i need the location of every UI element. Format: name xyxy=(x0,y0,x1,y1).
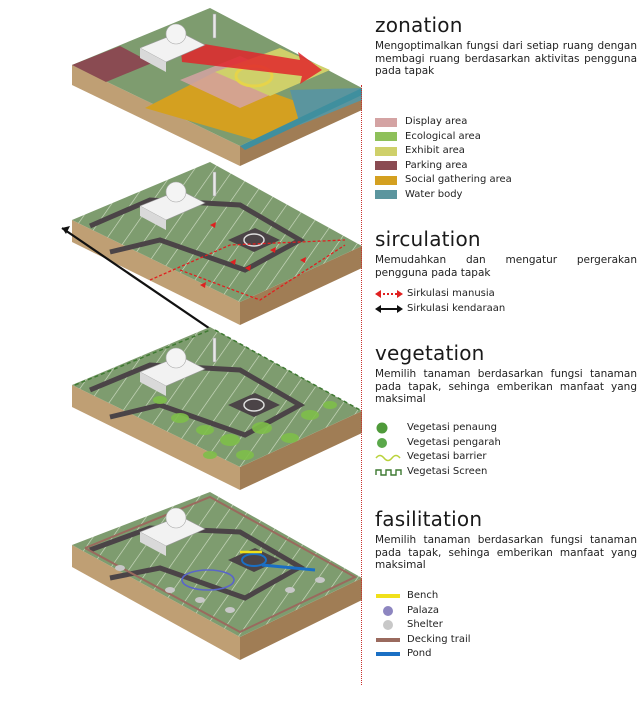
social-gathering-swatch xyxy=(375,176,397,185)
vegetation-legend xyxy=(375,421,501,479)
wavy-line-icon xyxy=(375,451,403,463)
legend-item-decking-trail: Decking trail xyxy=(375,633,471,648)
section-description: Memilih tanaman berdasarkan fungsi tanaman pada tapak, sehinga emberikan manfaat yang maksimal xyxy=(375,368,637,405)
dotted-red-arrow-icon xyxy=(375,288,403,300)
brown-bar-icon xyxy=(375,634,403,646)
legend-item-parking-area: Parking area xyxy=(375,159,512,174)
legend-item-shade-tree: Vegetasi penaung xyxy=(375,421,501,436)
legend-item-water-body: Water body xyxy=(375,188,512,203)
legend-item-exhibit-area: Exhibit area xyxy=(375,144,512,159)
legend-item-social-gathering-area: Social gathering area xyxy=(375,173,512,188)
legend-item-bench: Bench xyxy=(375,589,471,604)
yellow-bar-icon xyxy=(375,590,403,602)
exhibit-area-swatch xyxy=(375,147,397,156)
parking-area-swatch xyxy=(375,161,397,170)
facilitation-section xyxy=(375,508,637,572)
circulation-site-block xyxy=(62,162,362,356)
circulation-legend xyxy=(375,287,505,316)
blue-bar-icon xyxy=(375,648,403,660)
facilitation-site-block xyxy=(72,492,362,660)
section-divider-line xyxy=(361,85,362,685)
small-tree-dot-icon xyxy=(375,437,403,449)
legend-item-vehicle-circulation: Sirkulasi kendaraan xyxy=(375,302,505,317)
purple-dot-icon xyxy=(375,605,403,617)
legend-item-ecological-area: Ecological area xyxy=(375,130,512,145)
water-body-swatch xyxy=(375,190,397,199)
display-area-swatch xyxy=(375,118,397,127)
section-description: Memudahkan dan mengatur pergerakan pengguna pada tapak xyxy=(375,254,637,279)
ecological-area-swatch xyxy=(375,132,397,141)
section-title: fasilitation xyxy=(375,507,483,531)
vegetation-section xyxy=(375,342,637,406)
legend-item-barrier: Vegetasi barrier xyxy=(375,450,501,465)
circulation-section xyxy=(375,228,637,279)
large-tree-dot-icon xyxy=(375,422,403,434)
zonation-section xyxy=(375,14,637,78)
legend-item-plaza: Palaza xyxy=(375,604,471,619)
legend-item-pond: Pond xyxy=(375,647,471,662)
legend-item-screen: Vegetasi Screen xyxy=(375,465,501,480)
legend-item-display-area: Display area xyxy=(375,115,512,130)
section-title: sirculation xyxy=(375,227,481,251)
grey-dot-icon xyxy=(375,619,403,631)
black-double-arrow-icon xyxy=(375,303,403,315)
square-wave-icon xyxy=(375,466,403,478)
legend-item-directing-tree: Vegetasi pengarah xyxy=(375,436,501,451)
zonation-legend xyxy=(375,115,512,202)
zonation-site-block xyxy=(72,8,362,166)
vegetation-site-block xyxy=(72,327,362,490)
facilitation-legend xyxy=(375,589,471,662)
section-description: Mengoptimalkan fungsi dari setiap ruang dengan membagi ruang berdasarkan aktivitas pengguna pada tapak xyxy=(375,40,637,77)
section-title: zonation xyxy=(375,13,463,37)
legend-item-human-circulation: Sirkulasi manusia xyxy=(375,287,505,302)
section-title: vegetation xyxy=(375,341,485,365)
legend-item-shelter: Shelter xyxy=(375,618,471,633)
section-description: Memilih tanaman berdasarkan fungsi tanaman pada tapak, sehinga emberikan manfaat yang maksimal xyxy=(375,534,637,571)
